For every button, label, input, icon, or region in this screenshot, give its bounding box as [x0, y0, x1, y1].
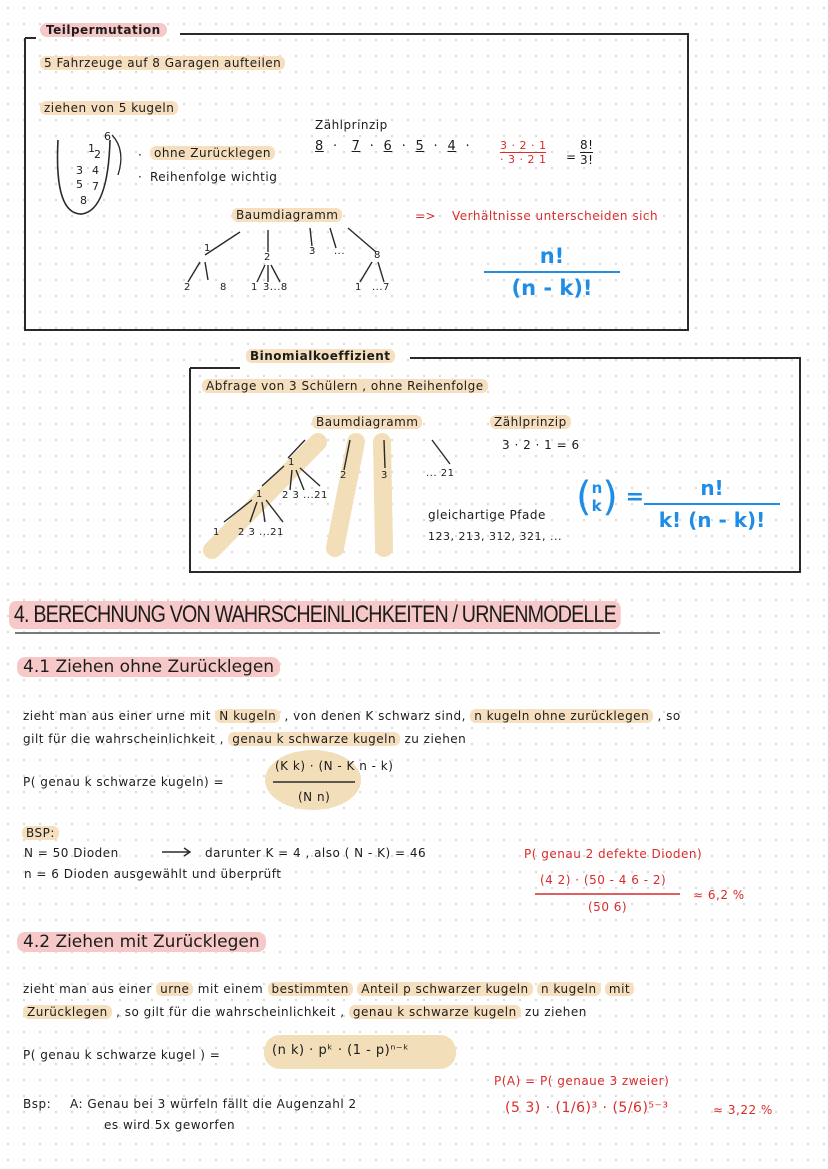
- ratio-note: Verhältnisse unterscheiden sich: [452, 209, 659, 223]
- bsp-label-42: Bsp:: [23, 1097, 52, 1111]
- frac-den: · 3 · 2 1: [500, 153, 547, 166]
- bsp-line-1b: darunter K = 4 , also ( N - K) = 46: [205, 846, 427, 860]
- tree-label: 3: [309, 246, 316, 257]
- urn-number: 1: [88, 142, 96, 155]
- red-result-42: ≈ 3,22 %: [713, 1103, 773, 1117]
- red-result: ≈ 6,2 %: [693, 888, 745, 902]
- red-formula-42: (5 3) · (1/6)³ · (5/6)⁵⁻³: [505, 1100, 669, 1116]
- text-part: n kugeln ohne zurücklegen: [470, 709, 653, 723]
- urn-number: 5: [76, 178, 84, 191]
- tree-label: ... 21: [426, 468, 455, 479]
- formula-num: n!: [539, 244, 565, 268]
- red-question: P( genau 2 defekte Dioden): [524, 847, 703, 861]
- text-part: mit: [605, 982, 634, 996]
- section-42-text-2: [23, 1005, 587, 1019]
- section-41-text-1: [23, 709, 681, 723]
- tree-label: 2: [340, 470, 347, 481]
- hyper-num: (K k) · (N - K n - k): [275, 759, 394, 773]
- binomial-task: Abfrage von 3 Schülern , ohne Reihenfolge: [202, 379, 488, 393]
- section-42-text-1: [23, 982, 634, 996]
- binomial-zaehlprinzip-label: Zählprinzip: [490, 415, 571, 429]
- condition-reihenfolge: Reihenfolge wichtig: [150, 170, 278, 184]
- teilpermutation-title: Teilpermutation: [40, 23, 167, 37]
- urn-number: 8: [80, 194, 88, 207]
- tree-label: ...: [334, 246, 346, 257]
- zaehlprinzip-label: Zählprinzip: [315, 118, 388, 132]
- text-part: genau k schwarze kugeln: [228, 732, 400, 746]
- hyper-den: (N n): [298, 790, 331, 804]
- frac-num: 3 · 2 · 1: [500, 139, 547, 152]
- text-part: , so gilt für die wahrscheinlichkeit ,: [116, 1005, 345, 1019]
- text-part: zu ziehen: [404, 732, 467, 746]
- section-41-title: 4.1 Ziehen ohne Zurücklegen: [17, 657, 280, 677]
- urn-number: 6: [104, 130, 112, 143]
- tree-label: 1: [256, 489, 263, 500]
- paths-label: gleichartige Pfade: [428, 508, 546, 522]
- tree-label: 3...8: [263, 282, 288, 293]
- tree-label: ...7: [372, 282, 390, 293]
- bsp-b: es wird 5x geworfen: [104, 1118, 236, 1132]
- formula-line: [484, 271, 620, 273]
- urn-number: 3: [76, 164, 84, 177]
- product-factor: 5: [415, 139, 425, 154]
- binom-coefficient: ( n k ) =: [576, 474, 644, 520]
- product-factor: 6: [383, 139, 393, 154]
- baumdiagramm-label: Baumdiagramm: [232, 208, 342, 222]
- equals-sign: =: [566, 150, 577, 164]
- bsp-label: BSP:: [22, 826, 59, 840]
- bsp-line-2: n = 6 Dioden ausgewählt und überprüft: [24, 867, 282, 881]
- tree-label: 1: [355, 282, 362, 293]
- text-part: zu ziehen: [525, 1005, 587, 1019]
- section-41-text-2: [23, 732, 466, 746]
- text-part: Anteil p schwarzer kugeln: [357, 982, 532, 996]
- product-factor: 8: [315, 139, 324, 154]
- urn-number: 7: [92, 180, 100, 193]
- perm-formula: [484, 244, 620, 300]
- binom-n: n: [591, 479, 603, 497]
- text-part: N kugeln: [215, 709, 280, 723]
- bullet: ·: [138, 148, 143, 162]
- formula-num: n!: [700, 476, 724, 500]
- text-part: , von denen K schwarz sind,: [284, 709, 466, 723]
- zaehlprinzip-value: 3 · 2 · 1 = 6: [502, 438, 580, 452]
- tree-label: 8: [374, 250, 381, 261]
- product-row: 8 · 7 · 6 · 5 · 4 ·: [315, 139, 471, 154]
- formula-den: (n - k)!: [511, 276, 593, 300]
- result-num: 8!: [580, 138, 594, 152]
- tree-label: 2: [264, 252, 271, 263]
- product-factor: 7: [351, 139, 361, 154]
- tree-label: 1: [288, 457, 295, 468]
- text-part: mit einem: [197, 982, 264, 996]
- bsp-line-1: N = 50 Dioden: [24, 846, 119, 860]
- binomial-baum-label: Baumdiagramm: [312, 415, 422, 429]
- text-part: zieht man aus einer urne mit: [23, 709, 211, 723]
- text-part: , so: [657, 709, 681, 723]
- binom-k: k: [591, 497, 602, 515]
- red-num: (4 2) · (50 - 4 6 - 2): [540, 873, 667, 887]
- red-question-42: P(A) = P( genaue 3 zweier): [494, 1074, 670, 1088]
- urn-number: 4: [92, 164, 100, 177]
- urn-number: 2: [94, 148, 102, 161]
- condition-ohne: ohne Zurücklegen: [150, 146, 275, 160]
- text-part: bestimmten: [268, 982, 353, 996]
- binom-formula: [644, 476, 780, 532]
- tree-label: 2 3 ...21: [282, 490, 328, 501]
- tree-label: 1: [213, 527, 220, 538]
- product-factor: 4: [447, 139, 457, 154]
- result-fraction: [580, 138, 593, 167]
- text-part: gilt für die wahrscheinlichkeit ,: [23, 732, 224, 746]
- p-label: P( genau k schwarze kugeln) =: [23, 775, 225, 789]
- red-fraction: [500, 139, 546, 166]
- bsp-a: A: Genau bei 3 würfeln fällt die Augenzahl 2: [70, 1097, 357, 1111]
- text-part: Zurücklegen: [23, 1005, 112, 1019]
- red-den: (50 6): [588, 900, 628, 914]
- binomial-title: Binomialkoeffizient: [246, 349, 395, 363]
- teilpermutation-task: 5 Fahrzeuge auf 8 Garagen aufteilen: [40, 56, 285, 70]
- p-label-42: P( genau k schwarze kugel ) =: [23, 1048, 221, 1062]
- page-heading: 4. BERECHNUNG VON WAHRSCHEINLICHKEITEN / URNENMODELLE: [9, 601, 621, 629]
- tree-label: 2: [184, 282, 191, 293]
- tree-root-label: 1: [204, 243, 211, 254]
- formula-line: [644, 503, 780, 505]
- text-part: urne: [156, 982, 193, 996]
- result-den: 3!: [580, 153, 594, 167]
- text-part: zieht man aus einer: [23, 982, 152, 996]
- text-part: genau k schwarze kugeln: [349, 1005, 521, 1019]
- section-42-title: 4.2 Ziehen mit Zurücklegen: [17, 932, 266, 952]
- paths-list: 123, 213, 312, 321, ...: [428, 530, 562, 543]
- bullet: ·: [138, 170, 143, 184]
- binom-formula-42: (n k) · pᵏ · (1 - p)ⁿ⁻ᵏ: [272, 1043, 410, 1058]
- text-part: n kugeln: [537, 982, 601, 996]
- tree-label: 1: [251, 282, 258, 293]
- arrow-implies: =>: [415, 209, 437, 223]
- tree-label: 2 3 ...21: [238, 527, 284, 538]
- formula-den: k! (n - k)!: [658, 508, 766, 532]
- teilpermutation-subtask: ziehen von 5 kugeln: [40, 101, 178, 115]
- tree-label: 3: [381, 470, 388, 481]
- tree-label: 8: [220, 282, 227, 293]
